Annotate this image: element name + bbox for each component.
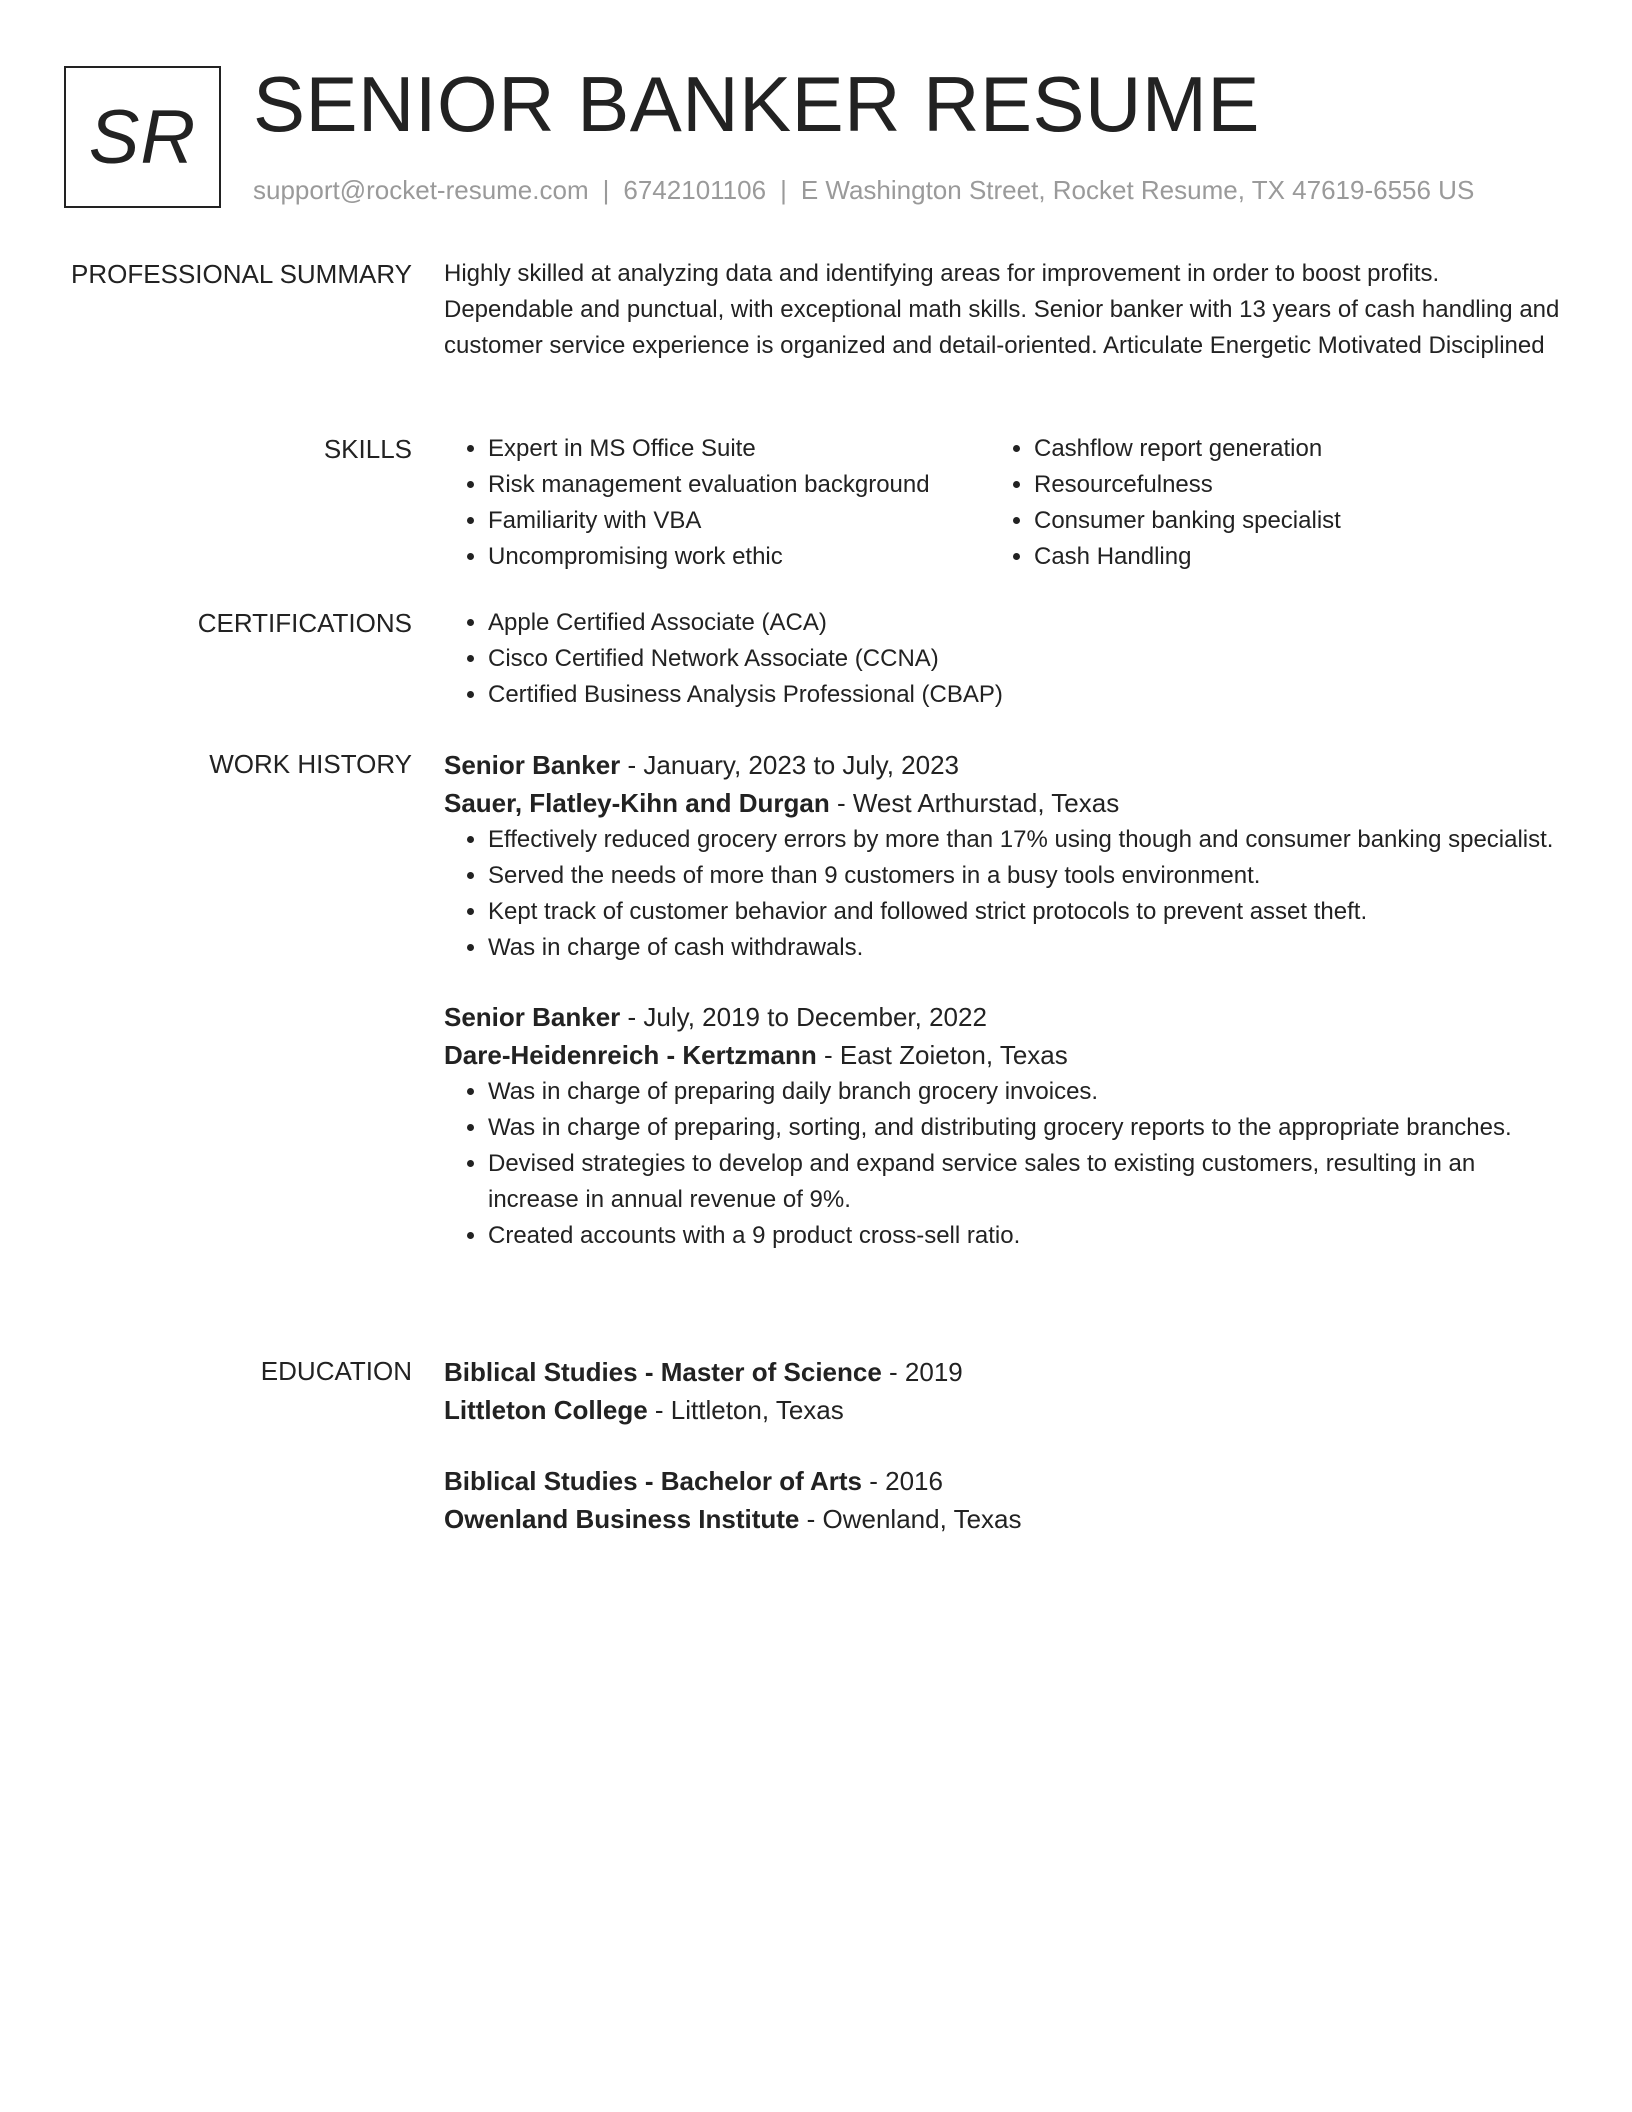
section-label-skills: SKILLS (323, 434, 412, 464)
job-bullet: • Devised strategies to develop and expand service sales to existing customers, resulting in an increase in annual revenue of 9%. (488, 1146, 1564, 1218)
certification-item: • Certified Business Analysis Professional (CBAP) (488, 677, 1564, 713)
skill-item: • Cash Handling (1034, 539, 1341, 575)
job-title: Senior Banker (444, 750, 621, 780)
certifications-list (444, 605, 1564, 713)
education-entry (444, 1462, 1564, 1538)
job-title: Senior Banker (444, 1002, 621, 1032)
job-company-line (444, 784, 1564, 822)
certification-item: • Cisco Certified Network Associate (CCNA) (488, 641, 1564, 677)
education-location: - Littleton, Texas (647, 1395, 844, 1425)
contact-separator: | (602, 175, 610, 205)
education-entry (444, 1353, 1564, 1429)
job-dates: - January, 2023 to July, 2023 (620, 750, 959, 780)
skill-item: • Consumer banking specialist (1034, 503, 1341, 539)
certification-item: • Apple Certified Associate (ACA) (488, 605, 1564, 641)
skills-left-column (444, 431, 990, 575)
job-bullets (444, 822, 1564, 966)
job-bullet: • Served the needs of more than 9 customers in a busy tools environment. (488, 858, 1564, 894)
skill-item: • Resourcefulness (1034, 467, 1341, 503)
contact-email: support@rocket-resume.com (253, 175, 589, 205)
contact-address: E Washington Street, Rocket Resume, TX 47619-6556 US (800, 175, 1475, 205)
job-title-line (444, 998, 1564, 1036)
education-location: - Owenland, Texas (799, 1504, 1022, 1534)
job-entry (444, 746, 1564, 966)
section-label-certifications: CERTIFICATIONS (197, 608, 412, 638)
job-bullet: • Was in charge of preparing daily branch grocery invoices. (488, 1074, 1564, 1110)
skill-item: • Uncompromising work ethic (488, 539, 990, 575)
education-degree-line (444, 1462, 1564, 1500)
skills-right-column (990, 431, 1341, 575)
education-degree: Biblical Studies - Bachelor of Arts (444, 1466, 863, 1496)
section-label-work-history: WORK HISTORY (209, 749, 412, 779)
education-degree: Biblical Studies - Master of Science (444, 1357, 882, 1387)
certifications-body (444, 605, 1564, 713)
job-entry (444, 998, 1564, 1254)
job-bullet: • Kept track of customer behavior and followed strict protocols to prevent asset theft. (488, 894, 1564, 930)
education-year: - 2016 (862, 1466, 943, 1496)
education-body (444, 1353, 1564, 1538)
job-title-line (444, 746, 1564, 784)
job-bullet: • Was in charge of preparing, sorting, and distributing grocery reports to the appropriate branches. (488, 1110, 1564, 1146)
job-location: - West Arthurstad, Texas (829, 788, 1120, 818)
contact-phone: 6742101106 (623, 175, 767, 205)
summary-text: Highly skilled at analyzing data and identifying areas for improvement in order to boost profits. Dependable and punctual, with exceptional math skills. Senior banker with 13 years of cash handling and customer service experience is organized and detail-oriented. Articulate Energetic Motivated Disciplined (444, 260, 1560, 359)
job-company-line (444, 1036, 1564, 1074)
job-dates: - July, 2019 to December, 2022 (620, 1002, 987, 1032)
skill-item: • Risk management evaluation background (488, 467, 990, 503)
education-school: Littleton College (444, 1395, 648, 1425)
job-bullet: • Effectively reduced grocery errors by more than 17% using though and consumer banking specialist. (488, 822, 1564, 858)
section-label-summary: PROFESSIONAL SUMMARY (71, 259, 412, 289)
job-bullet: • Was in charge of cash withdrawals. (488, 930, 1564, 966)
contact-line (253, 172, 1474, 208)
skill-item: • Cashflow report generation (1034, 431, 1341, 467)
education-school: Owenland Business Institute (444, 1504, 800, 1534)
resume-title: SENIOR BANKER RESUME (253, 60, 1260, 148)
education-school-line (444, 1500, 1564, 1538)
skills-list (444, 431, 1564, 575)
job-company: Sauer, Flatley-Kihn and Durgan (444, 788, 830, 818)
job-location: - East Zoieton, Texas (816, 1040, 1068, 1070)
education-degree-line (444, 1353, 1564, 1391)
education-year: - 2019 (881, 1357, 963, 1387)
work-history-body (444, 746, 1564, 1254)
section-label-education: EDUCATION (260, 1356, 412, 1386)
monogram-logo: SR (64, 66, 221, 208)
contact-separator: | (780, 175, 787, 205)
skill-item: • Familiarity with VBA (488, 503, 990, 539)
job-bullets (444, 1074, 1564, 1254)
job-company: Dare-Heidenreich - Kertzmann (444, 1040, 817, 1070)
job-bullet: • Created accounts with a 9 product cross-sell ratio. (488, 1218, 1564, 1254)
skill-item: • Expert in MS Office Suite (488, 431, 990, 467)
education-school-line (444, 1391, 1564, 1429)
